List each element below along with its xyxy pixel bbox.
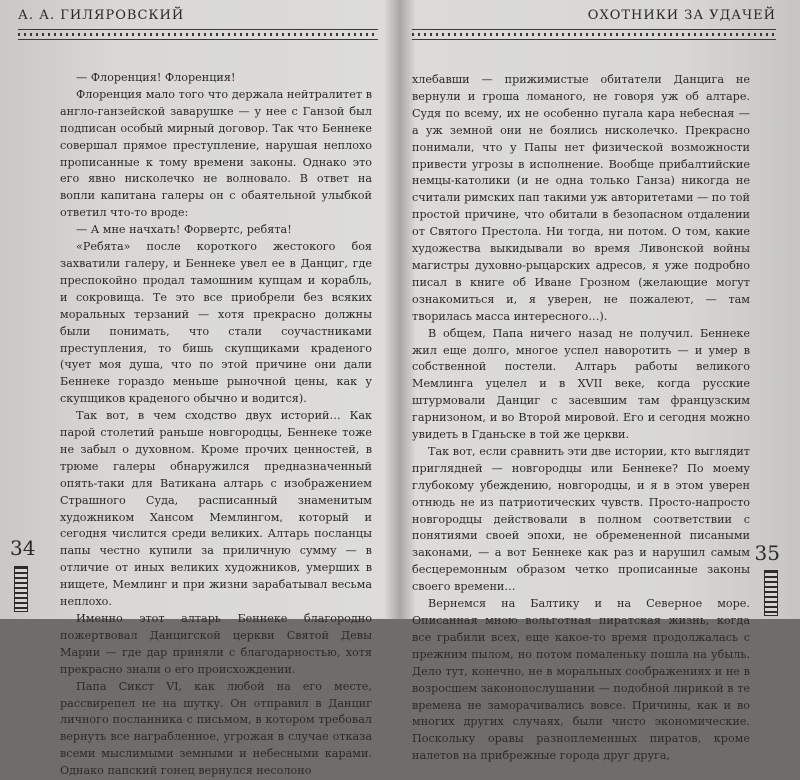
paragraph: хлебавши — прижимистые обитатели Данцига не вернули и гроша ломаного, не говоря уж об алтаре. Судя по всему, их не особенно пугала кара небесная — а уж земной они не боялись нисколечко. Прекрасно понимали, что у Папы нет физической возможности привести угрозы в исполнение. Вообще прибалтийские немцы-католики (и не одна только Ганза) никогда не считали римских пап такими уж авторитетами — по той простой причине, что обитали в безопасном отдалении от Святого Престола. Ни тогда, ни потом. О том, какие художества выкидывали во время Ливонской войны магистры духовно-рыцарских адресов, я уже подробно писал в книге об Иване Грозном (желающие могут ознакомиться и, я уверен, не пожалеют, — там творилась масса интересного…). [412, 73, 750, 323]
header-ornament [18, 29, 378, 40]
paragraph: — Флоренция! Флоренция! [76, 71, 236, 84]
paragraph: Так вот, в чем сходство двух историй… Как парой столетий раньше новгородцы, Беннеке тоже не забыл о духовном. Кроме прочих ценностей, в трюме галеры обнаружился предназначенный опять-таки для Ватикана алтарь с изображением Страшного Суда, расписанный знаменитым художником Хансом Мемлингом, который и сегодня числится среди великих. Алтарь посланцы папы честно купили за приличную сумму — в отличие от иных великих художников, умерших в нищете, Мемлинг и при жизни зарабатывал весьма неплохо. [60, 409, 372, 609]
page-number: 34 [10, 536, 36, 560]
right-page [402, 0, 800, 763]
paragraph: Вернемся на Балтику и на Северное море. Описанная мною вольготная пиратская жизнь, когда все грабили всех, еще какое-то время продолжалась с прежним пылом, но потом помаленьку пошла на убыль. Дело тут, конечно, не в моральных соображениях и не в возросшем законопослушании — подобной лирикой в те времена не заморачивались вовсе. Причины, как и во многих других случаях, были чисто экономические. Поскольку оравы разноплеменных пиратов, кроме налетов на прибрежные города друг друга, [412, 597, 750, 763]
page-number: 35 [754, 541, 780, 565]
header-ornament [412, 29, 776, 40]
left-page [0, 0, 398, 778]
decorative-side-mark [14, 566, 28, 612]
paragraph: Именно этот алтарь Беннеке благородно пожертвовал Данцигской церкви Святой Девы Марии — где дар приняли с благодарностью, хотя прекрасно знали о его происхождении. [60, 612, 372, 676]
paragraph: В общем, Папа ничего назад не получил. Беннеке жил еще долго, многое успел наворотить — и умер в собственной постели. Алтарь работы великого Мемлинга уцелел и в XVII веке, когда русские штурмовали Данциг с засевшим там французским гарнизоном, и во Второй мировой. Его и сегодня можно увидеть в Гданьске в той же церкви. [412, 326, 750, 442]
right-page-text [412, 72, 750, 765]
running-head-author: А. А. ГИЛЯРОВСКИЙ [18, 8, 185, 23]
paragraph: Так вот, если сравнить эти две истории, кто выглядит приглядней — новгородцы или Беннеке? По моему глубокому убеждению, новгородцы, и я в этом уверен отнюдь не из патриотических чувств. Просто-напросто новгородцы действовали в полном соответствии с понятиями своей эпохи, не обремененной писаными законами, — а вот Беннеке как раз и нарушил самым бесцеремонным образом четко прописанные законы своего времени… [412, 444, 750, 594]
paragraph: — А мне начхать! Форвертс, ребята! [76, 223, 292, 237]
paragraph: Папа Сикст VI, как любой на его месте, рассвирепел не на шутку. Он отправил в Данциг личного посланника с письмом, в котором требовал вернуть все награбленное, угрожая в случае отказа всеми мыслимыми земными и небесными карами. Однако папский гонец вернулся несолоно [60, 679, 372, 778]
running-head-title: ОХОТНИКИ ЗА УДАЧЕЙ [587, 8, 776, 23]
paragraph: «Ребята» после короткого жестокого боя захватили галеру, и Беннеке увел ее в Данциг, где преспокойно продал тамошним купцам и корабль, и сокровища. Те это все приобрели без всяких моральных терзаний — хотя прекрасно должны были понимать, что стали соучастниками преступления, то бишь скупщиками краденого (чует моя душа, что по этой причине они дали Беннеке гораздо меньше рыночной цены, как у скупщиков краденого обычно и водится). [60, 240, 372, 406]
paragraph: Флоренция мало того что держала нейтралитет в англо-ганзейской заварушке — у нее с Ганзой был подписан особый мирный договор. Так что Беннеке совершал прямое преступление, нарушая неплохо прописанные к тому времени законы. Однако это его явно нисколечко не волновало. В ответ на вопли капитана галеры он с обаятельной улыбкой ответил что-то вроде: [60, 87, 372, 220]
decorative-side-mark [764, 570, 778, 616]
left-page-text [60, 70, 372, 780]
